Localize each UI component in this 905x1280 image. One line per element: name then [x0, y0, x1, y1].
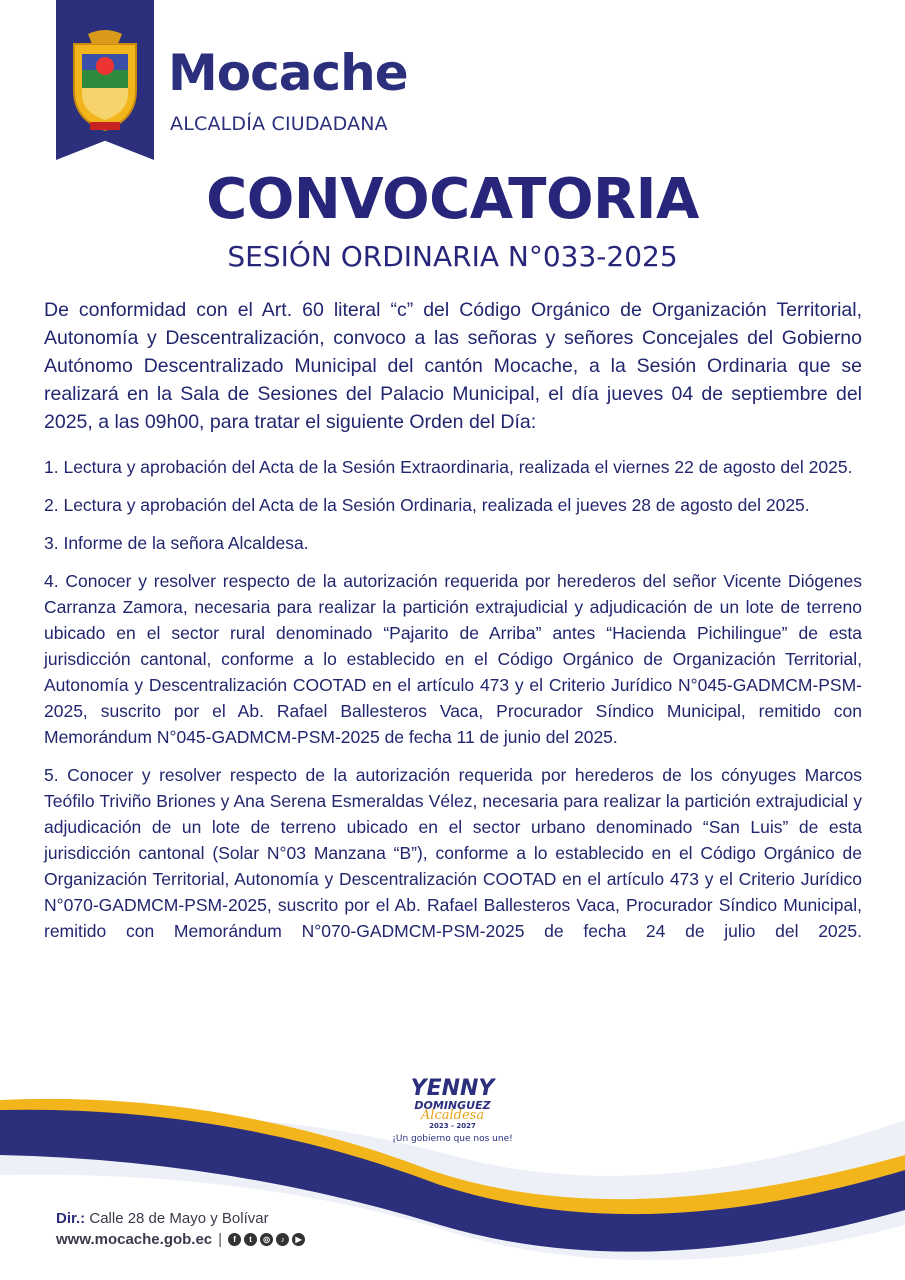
twitter-icon[interactable]: t: [244, 1233, 257, 1246]
footer-separator: |: [218, 1231, 223, 1248]
agenda-item-4: 4. Conocer y resolver respecto de la autorización requerida por herederos del señor Vicente Diógenes Carranza Zamora, necesaria para realizar la partición extrajudicial y adjudicación de un lote de terreno ubicado en el sector rural denominado “Pajarito de Arriba” antes “Hacienda Pichilingue” de esta jurisdicción cantonal, conforme a lo establecido en el Código Orgánico de Organización Territorial, Autonomía y Descentralización COOTAD en el artículo 473 y el Criterio Jurídico N°045-GADMCM-PSM-2025, suscrito por el Ab. Rafael Ballesteros Vaca, Procurador Síndico Municipal, remitido con Memorándum N°045-GADMCM-PSM-2025 de fecha 11 de junio del 2025.: [44, 571, 862, 747]
document-title: CONVOCATORIA: [206, 167, 699, 232]
agenda-item-3: 3. Informe de la señora Alcaldesa.: [44, 533, 309, 553]
footer-website-row: [56, 1231, 305, 1248]
intro-paragraph: De conformidad con el Art. 60 literal “c” del Código Orgánico de Organización Territorial, Autonomía y Descentralización, convoco a las señoras y señores Concejales del Gobierno Autónomo Descentralizado Municipal del cantón Mocache, a la Sesión Ordinaria que se realizará en la Sala de Sesiones del Palacio Municipal, el día jueves 04 de septiembre del 2025, a las 09h00, para tratar el siguiente Orden del Día:: [44, 299, 862, 433]
address-text: Calle 28 de Mayo y Bolívar: [89, 1210, 269, 1227]
website-link[interactable]: www.mocache.gob.ec: [56, 1231, 213, 1248]
mayor-name-bottom: DOMINGUEZ: [414, 1099, 491, 1112]
mayor-period: 2023 - 2027: [429, 1122, 476, 1130]
brand-name: Mocache: [168, 44, 408, 102]
agenda-item-1: 1. Lectura y aprobación del Acta de la Sesión Extraordinaria, realizada el viernes 22 de agosto del 2025.: [44, 457, 853, 477]
address-label: Dir.:: [56, 1210, 86, 1227]
footer-address: [56, 1210, 269, 1227]
brand-subtitle: ALCALDÍA CIUDADANA: [170, 113, 388, 135]
municipal-seal-icon: [68, 30, 142, 134]
document-body: [44, 296, 862, 956]
tiktok-icon[interactable]: ♪: [276, 1233, 289, 1246]
mayor-role: Alcaldesa: [420, 1108, 485, 1123]
youtube-icon[interactable]: ▶: [292, 1233, 305, 1246]
agenda-item-2: 2. Lectura y aprobación del Acta de la Sesión Ordinaria, realizada el jueves 28 de agosto del 2025.: [44, 495, 810, 515]
mayor-name-top: YENNY: [410, 1076, 495, 1101]
facebook-icon[interactable]: f: [228, 1233, 241, 1246]
document-subtitle: SESIÓN ORDINARIA N°033-2025: [227, 240, 678, 273]
instagram-icon[interactable]: ◎: [260, 1233, 273, 1246]
mayor-tagline: ¡Un gobierno que nos une!: [392, 1134, 513, 1144]
social-icons: [228, 1233, 305, 1246]
mayor-signature-logo: [385, 1078, 520, 1153]
agenda-item-5: 5. Conocer y resolver respecto de la autorización requerida por herederos de los cónyuges Marcos Teófilo Triviño Briones y Ana Serena Esmeraldas Vélez, necesaria para realizar la partición extrajudicial y adjudicación de un lote de terreno ubicado en el sector urbano denominado “San Luis” de esta jurisdicción cantonal (Solar N°03 Manzana “B”), conforme a lo establecido en el Código Orgánico de Organización Territorial, Autonomía y Descentralización COOTAD en el artículo 473 y el Criterio Jurídico N°070-GADMCM-PSM-2025, suscrito por el Ab. Rafael Ballesteros Vaca, Procurador Síndico Municipal, remitido con Memorándum N°070-GADMCM-PSM-2025 de fecha 24 de julio del 2025.: [44, 765, 862, 941]
